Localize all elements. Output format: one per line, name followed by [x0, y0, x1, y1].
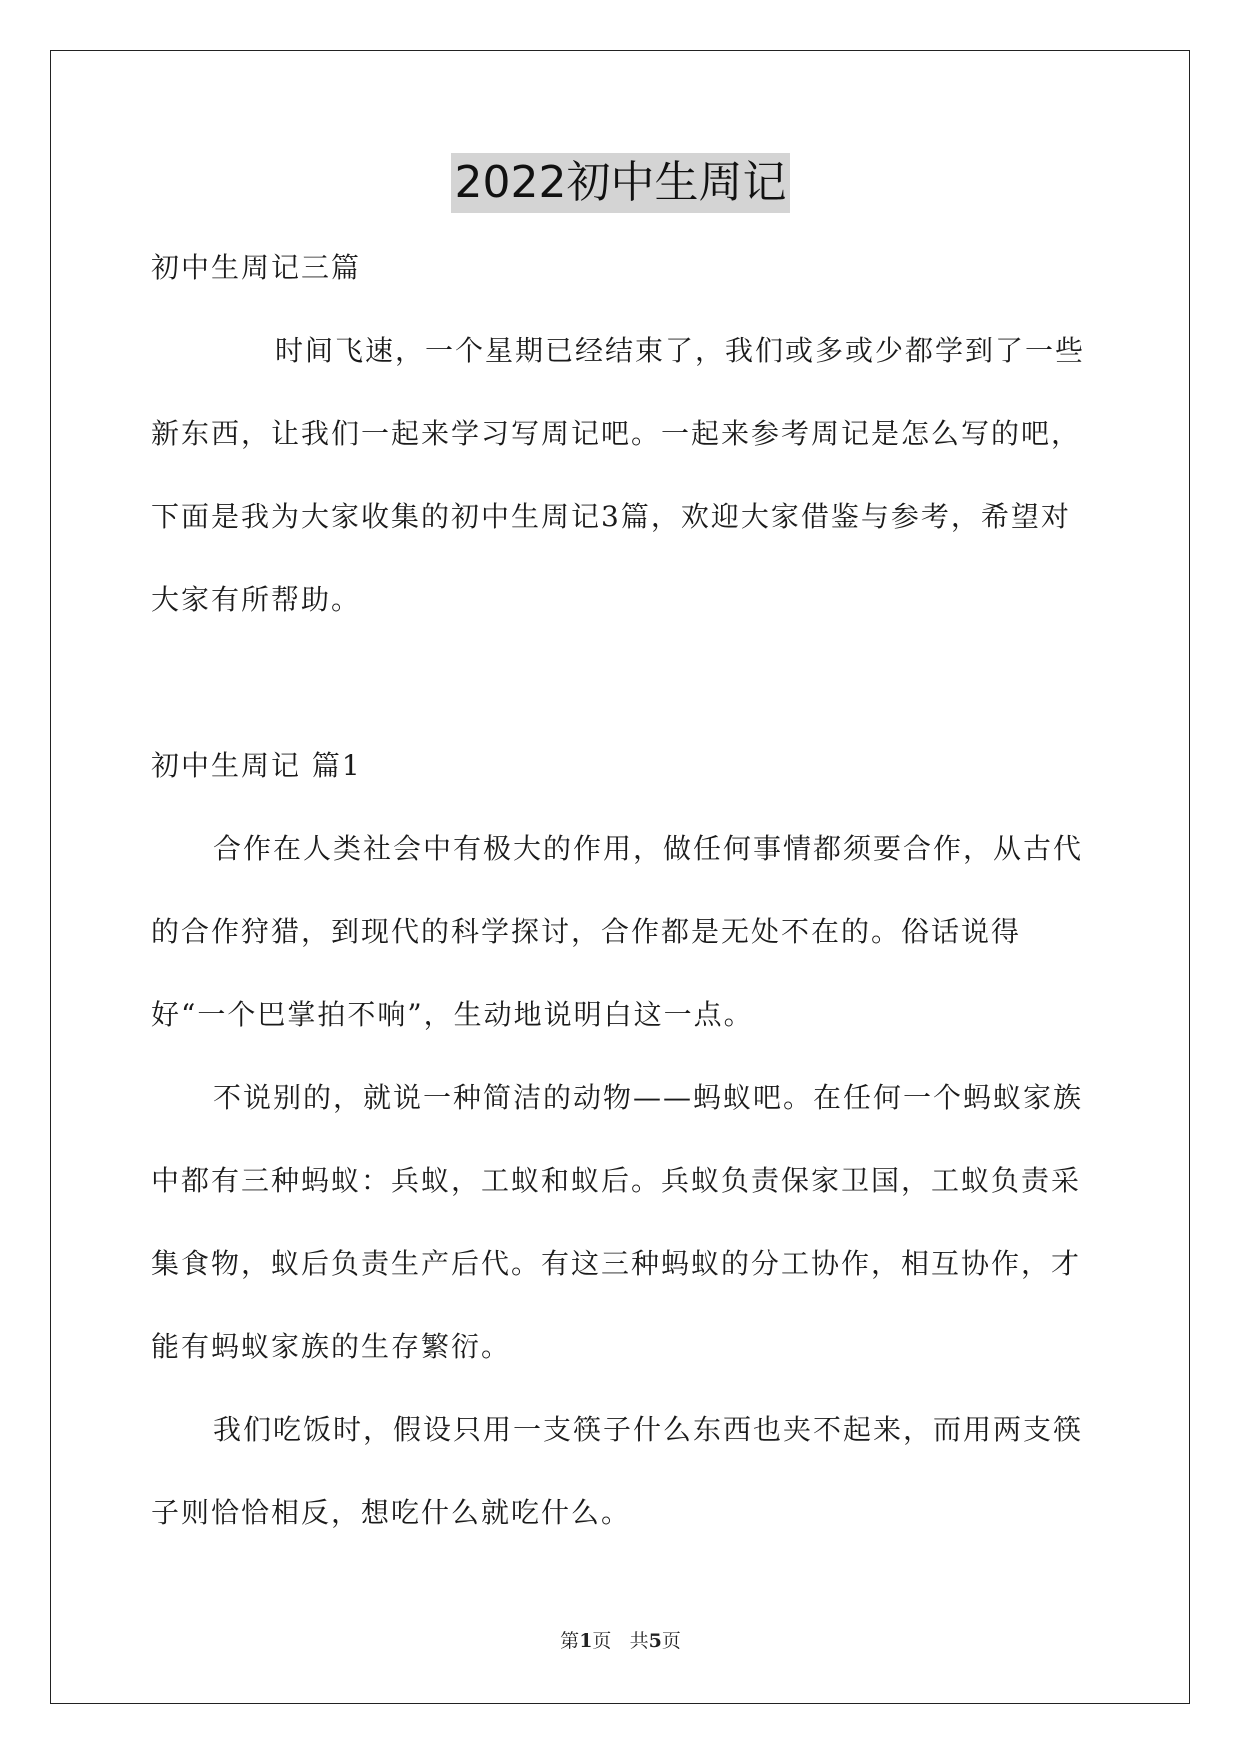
spacer [151, 641, 1091, 724]
page-footer [0, 1626, 1241, 1653]
body-paragraph: 不说别的，就说一种简洁的动物——蚂蚁吧。在任何一个蚂蚁家族中都有三种蚂蚁：兵蚁，工蚁和蚁后。兵蚁负责保家卫国，工蚁负责采集食物，蚁后负责生产后代。有这三种蚂蚁的分工协作，相互协作，才能有蚂蚁家族的生存繁衍。 [151, 1081, 1084, 1363]
body-paragraph: 合作在人类社会中有极大的作用，做任何事情都须要合作，从古代的合作狩猎，到现代的科学探讨，合作都是无处不在的。俗话说得好“一个巴掌拍不响”，生动地说明白这一点。 [151, 832, 1084, 1031]
document-body [151, 226, 1091, 1554]
page-prefix: 第 [560, 1630, 580, 1652]
total-prefix: 共 [629, 1630, 649, 1652]
page-suffix: 页 [592, 1630, 612, 1652]
body-paragraph: 我们吃饭时，假设只用一支筷子什么东西也夹不起来，而用两支筷子则恰恰相反，想吃什么就吃什么。 [151, 1413, 1084, 1529]
section-heading: 初中生周记 篇1 [151, 749, 362, 782]
title-wrap [0, 153, 1241, 213]
intro-paragraph: 时间飞速，一个星期已经结束了，我们或多或少都学到了一些新东西，让我们一起来学习写周记吧。一起来参考周记是怎么写的吧，下面是我为大家收集的初中生周记3篇，欢迎大家借鉴与参考，希望对大家有所帮助。 [151, 334, 1086, 616]
page-number: 1 [579, 1630, 593, 1652]
total-suffix: 页 [661, 1630, 681, 1652]
document-title: 2022初中生周记 [451, 153, 791, 213]
subtitle: 初中生周记三篇 [151, 251, 362, 284]
total-pages: 5 [648, 1630, 662, 1652]
